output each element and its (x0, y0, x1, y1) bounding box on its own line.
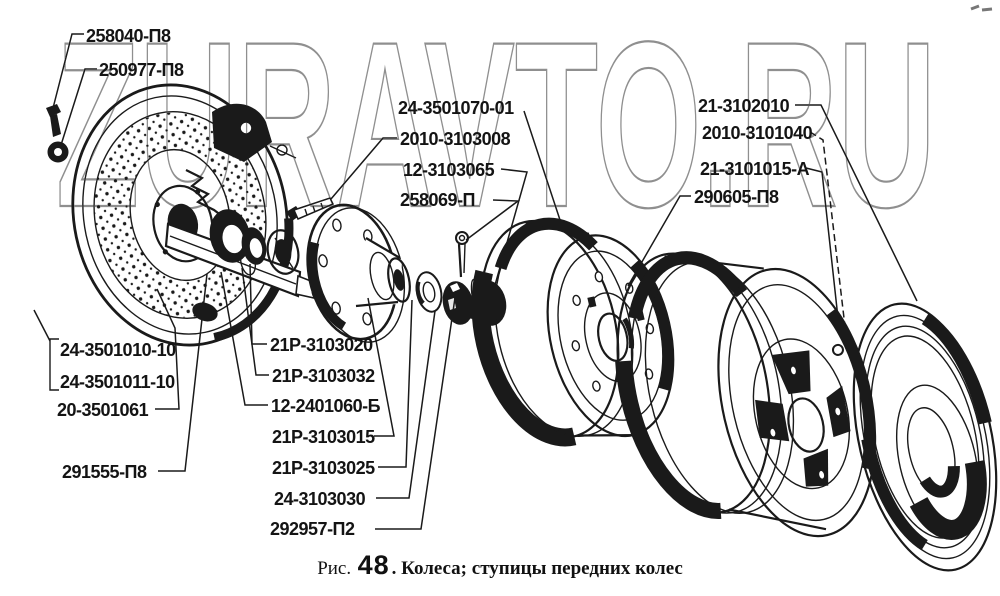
part-label-hub-cotter: 292957-П2 (270, 519, 355, 539)
figure-number: 48 (357, 550, 390, 580)
figure-caption-text: . Колеса; ступицы передних колес (391, 558, 683, 579)
part-label-inner-bearing: 21Р-3103020 (270, 335, 373, 355)
part-label-wheel-rim-weight: 2010-3101040 (702, 123, 813, 143)
leader-line-castle-nut (376, 311, 435, 498)
part-label-balance-weight: 290605-П8 (694, 187, 779, 207)
part-label-shield-washer: 250977-П8 (99, 60, 184, 80)
wheel-cover (830, 290, 1000, 585)
figure-caption (0, 550, 1000, 581)
part-label-hub-seal: 12-2401060-Б (271, 396, 381, 416)
part-label-brake-shield-b: 24-3501011-10 (60, 372, 175, 392)
part-label-shield-bolt: 258040-П8 (86, 26, 171, 46)
part-label-spindle-nut: 291555-П8 (62, 462, 147, 482)
corner-smudge (971, 6, 992, 10)
part-label-front-hub: 21Р-3103015 (272, 427, 375, 447)
part-label-shield-plate: 20-3501061 (57, 400, 149, 420)
part-label-brake-shield-a: 24-3501010-10 (60, 340, 176, 360)
part-label-castle-nut: 24-3103030 (274, 489, 366, 509)
part-label-cotter-pin: 258069-П (400, 190, 475, 210)
thrust-washer (413, 270, 445, 314)
watermark-text: ZURAVTO.RU (56, 0, 936, 257)
part-label-brake-drum: 24-3501070-01 (398, 98, 514, 118)
part-label-wheel-cover: 21-3102010 (698, 96, 790, 116)
figure-caption-prefix: Рис. (317, 558, 352, 579)
part-label-wheel: 21-3101015-А (700, 159, 810, 179)
part-label-wheel-stud: 2010-3103008 (400, 129, 511, 149)
part-label-grease-cap: 12-3103065 (403, 160, 495, 180)
part-label-seal-ring: 21Р-3103032 (272, 366, 375, 386)
balance-weight (832, 344, 844, 356)
label-bracket (34, 310, 59, 390)
leader-line-hub-cotter (375, 291, 456, 529)
part-label-thrust-washer: 21Р-3103025 (272, 458, 375, 478)
